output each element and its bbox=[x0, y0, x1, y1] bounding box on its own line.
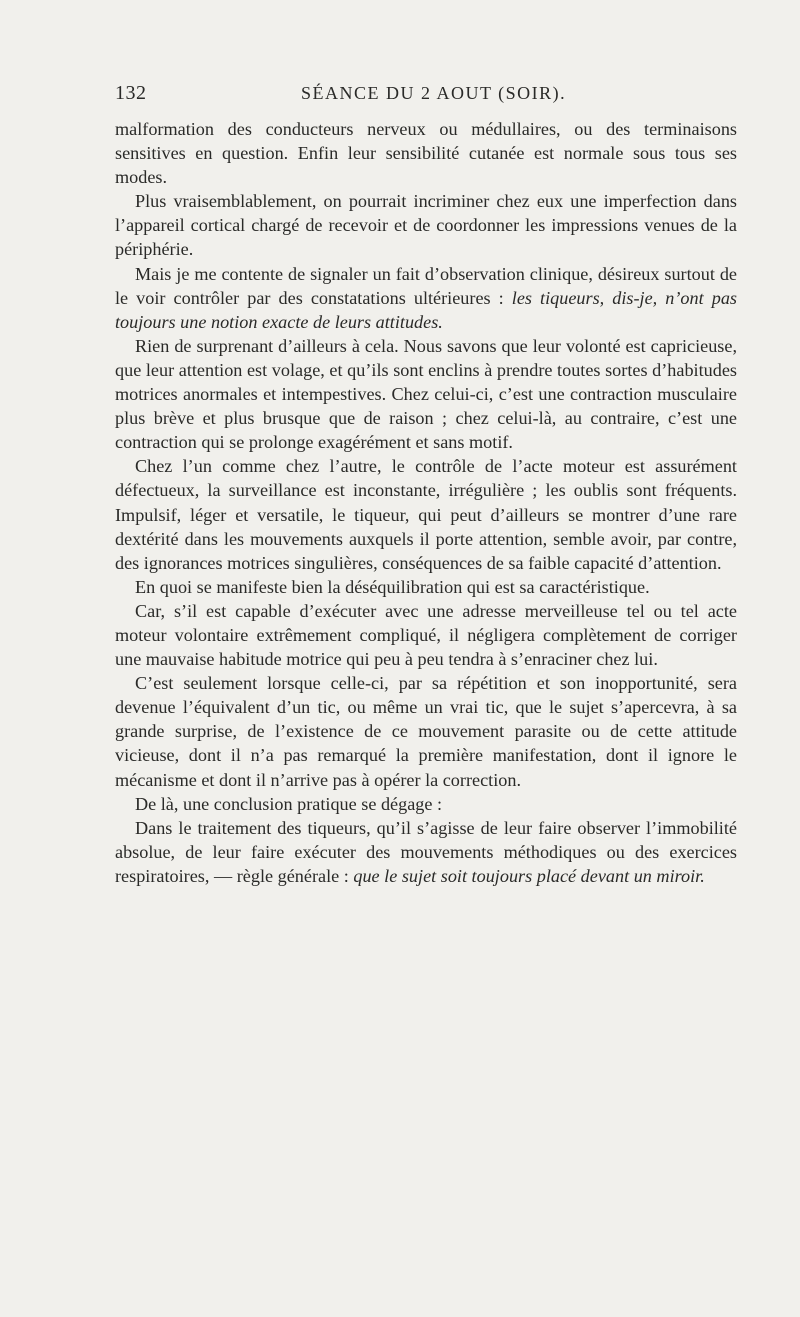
paragraph bbox=[115, 189, 737, 261]
paragraph-text: Car, s’il est capable d’exécuter avec une adresse merveilleuse tel ou tel acte moteur volontaire extrêmement compliqué, il négligera complètement de corriger une mauvaise habitude motrice qui peu à peu tendra à s’enraciner chez lui. bbox=[115, 600, 737, 670]
paragraph bbox=[115, 334, 737, 454]
paragraph-text: Mais je me contente de signaler un fait d’observation clinique, désireux surtout de le voir contrôler par des constatations ultérieures : bbox=[115, 263, 737, 308]
paragraph bbox=[115, 262, 737, 334]
paragraph bbox=[115, 575, 737, 599]
paragraph-text: Plus vraisemblablement, on pourrait incriminer chez eux une imperfection dans l’appareil cortical chargé de recevoir et de coordonner les impressions venues de la périphérie. bbox=[115, 191, 737, 260]
paragraph-text: Rien de surprenant d’ailleurs à cela. Nous savons que leur volonté est capricieuse, que leur attention est volage, et qu’ils sont enclins à prendre toutes sortes d’habitudes motrices anormales et intempestives. Chez celui-ci, c’est une contraction musculaire plus brève et plus brusque que de raison ; chez celui-là, au contraire, c’est une contraction qui se prolonge exagérément et sans motif. bbox=[115, 335, 737, 453]
running-title: SÉANCE DU 2 AOUT (SOIR). bbox=[301, 83, 567, 103]
paragraph-text: malformation des conducteurs nerveux ou médullaires, ou des terminaisons sensitives en question. Enfin leur sensibilité cutanée est normale sous tous ses modes. bbox=[115, 119, 737, 188]
body-text bbox=[115, 117, 737, 888]
page-header bbox=[115, 82, 737, 112]
paragraph-text: En quoi se manifeste bien la déséquilibration qui est sa caractéristique. bbox=[135, 576, 650, 597]
paragraph bbox=[115, 816, 737, 888]
paragraph bbox=[115, 599, 737, 671]
paragraph-text: Chez l’un comme chez l’autre, le contrôle de l’acte moteur est assurément défectueux, la surveillance est inconstante, irrégulière ; les oublis sont fréquents. Impulsif, léger et versatile, le tiqueur, qui peut d’ailleurs se montrer d’une rare dextérité dans les mouvements auxquels il porte attention, semble avoir, par contre, des ignorances motrices singulières, conséquences de sa faible capacité d’attention. bbox=[115, 456, 737, 573]
paragraph bbox=[115, 454, 737, 574]
paragraph bbox=[115, 792, 737, 816]
paragraph-text: C’est seulement lorsque celle-ci, par sa répétition et son inopportunité, sera devenue l’équivalent d’un tic, ou même un vrai tic, que le sujet s’apercevra, à sa grande surprise, de l’existence de ce mouvement parasite ou de cette attitude vicieuse, dont il n’a pas remarqué la première manifestation, dont il ignore le mécanisme et dont il n’arrive pas à opérer la correction. bbox=[115, 673, 737, 790]
paragraph-text: De là, une conclusion pratique se dégage : bbox=[135, 793, 443, 814]
page-number: 132 bbox=[115, 82, 147, 104]
italic-conclusion: que le sujet soit toujours placé devant un miroir. bbox=[353, 865, 705, 886]
paragraph bbox=[115, 117, 737, 189]
italic-quote: les tiqueurs, dis-je, n’ont pas toujours une notion exacte de leurs attitudes. bbox=[115, 287, 737, 332]
paragraph bbox=[115, 671, 737, 791]
paragraph-text: Dans le traitement des tiqueurs, qu’il s’agisse de leur faire observer l’immobilité absolue, de leur faire exécuter des mouvements méthodiques ou des exercices respiratoires, — règle générale : bbox=[115, 817, 737, 886]
